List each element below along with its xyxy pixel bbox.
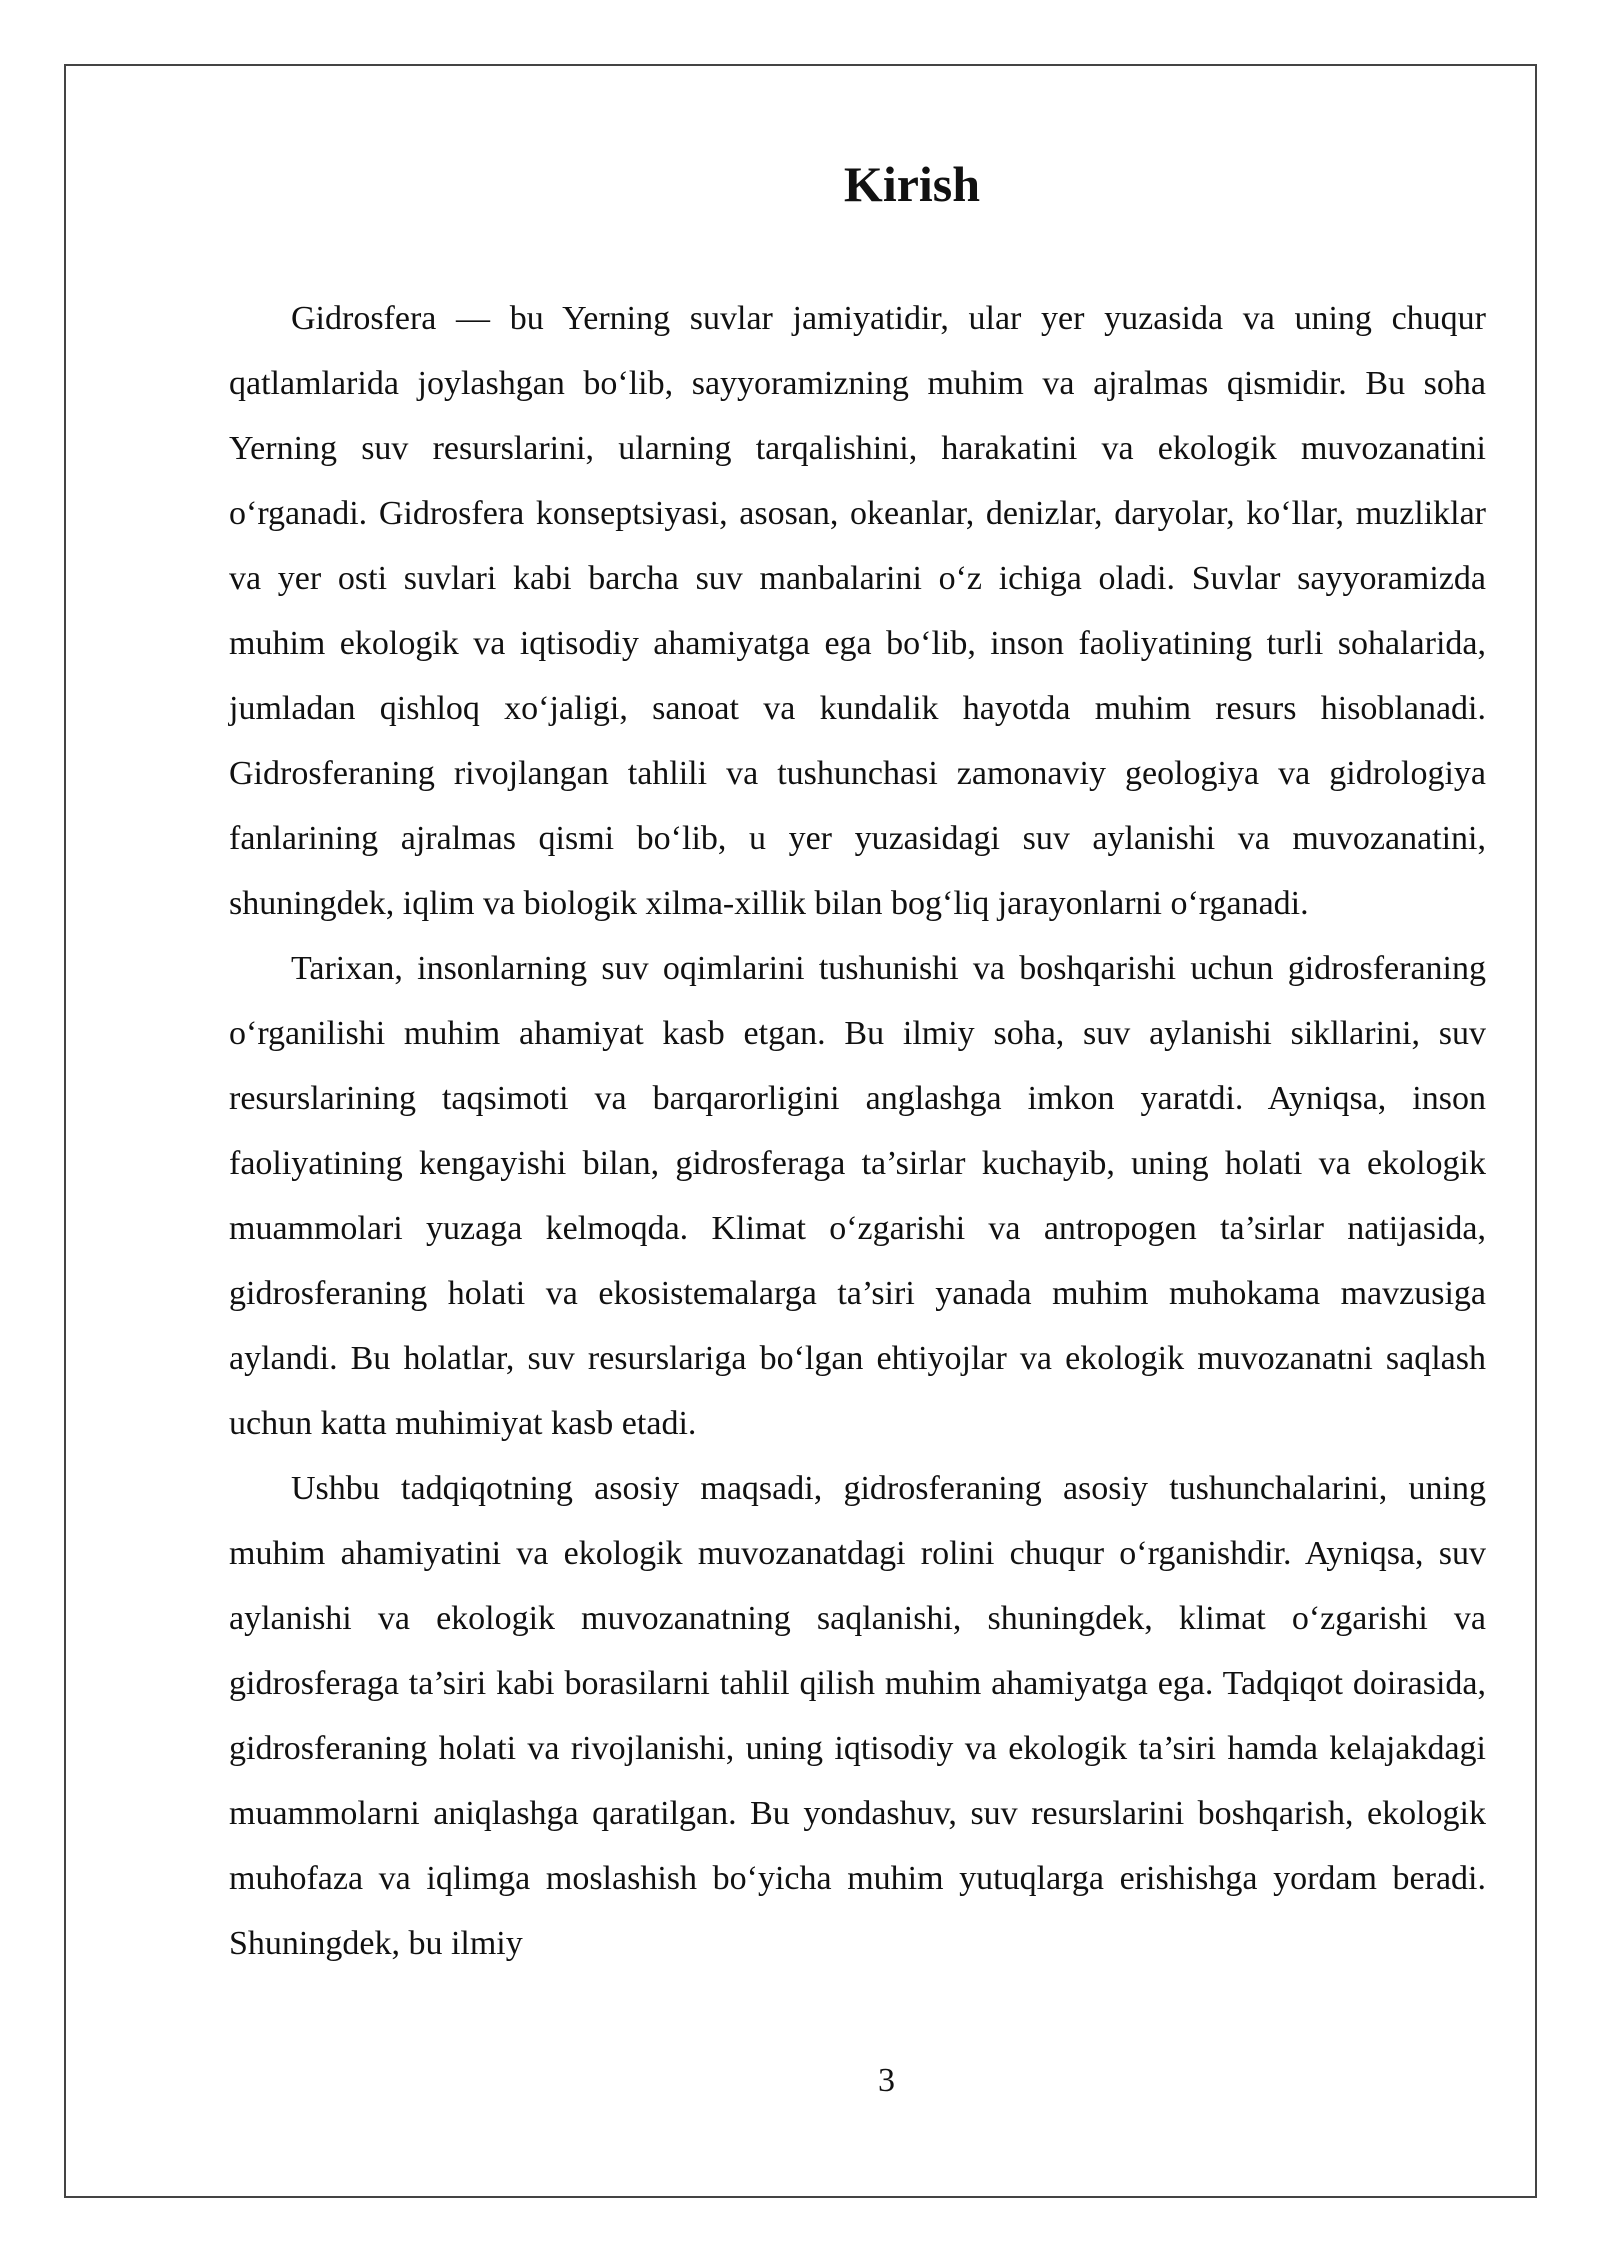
page-title: Kirish bbox=[843, 156, 981, 212]
paragraph-2: Tarixan, insonlarning suv oqimlarini tushunishi va boshqarishi uchun gidrosferaning o‘rganilishi muhim ahamiyat kasb etgan. Bu ilmiy soha, suv aylanishi sikllarini, suv resurslarining taqsimoti va barqarorligini anglashga imkon yaratdi. Ayniqsa, inson faoliyatining kengayishi bilan, gidrosferaga ta’sirlar kuchayib, uning holati va ekologik muammolari yuzaga kelmoqda. Klimat o‘zgarishi va antropogen ta’sirlar natijasida, gidrosferaning holati va ekosistemalarga ta’siri yanada muhim muhokama mavzusiga aylandi. Bu holatlar, suv resurslariga bo‘lgan ehtiyojlar va ekologik muvozanatni saqlash uchun katta muhimiyat kasb etadi. bbox=[229, 950, 1486, 1442]
paragraph-3: Ushbu tadqiqotning asosiy maqsadi, gidrosferaning asosiy tushunchalarini, uning muhim ahamiyatini va ekologik muvozanatdagi rolini chuqur o‘rganishdir. Ayniqsa, suv aylanishi va ekologik muvozanatning saqlanishi, shuningdek, klimat o‘zgarishi va gidrosferaga ta’siri kabi borasilarni tahlil qilish muhim ahamiyatga ega. Tadqiqot doirasida, gidrosferaning holati va rivojlanishi, uning iqtisodiy va ekologik ta’siri hamda kelajakdagi muammolarni aniqlashga qaratilgan. Bu yondashuv, suv resurslarini boshqarish, ekologik muhofaza va iqlimga moslashish bo‘yicha muhim yutuqlarga erishishga yordam beradi. Shuningdek, bu ilmiy bbox=[229, 1470, 1486, 1962]
body-text bbox=[229, 286, 1486, 1976]
page-number: 3 bbox=[878, 2062, 895, 2099]
paragraph-1: Gidrosfera — bu Yerning suvlar jamiyatidir, ular yer yuzasida va uning chuqur qatlamlarida joylashgan bo‘lib, sayyoramizning muhim va ajralmas qismidir. Bu soha Yerning suv resurslarini, ularning tarqalishini, harakatini va ekologik muvozanatini o‘rganadi. Gidrosfera konseptsiyasi, asosan, okeanlar, denizlar, daryolar, ko‘llar, muzliklar va yer osti suvlari kabi barcha suv manbalarini o‘z ichiga oladi. Suvlar sayyoramizda muhim ekologik va iqtisodiy ahamiyatga ega bo‘lib, inson faoliyatining turli sohalarida, jumladan qishloq xo‘jaligi, sanoat va kundalik hayotda muhim resurs hisoblanadi. Gidrosferaning rivojlangan tahlili va tushunchasi zamonaviy geologiya va gidrologiya fanlarining ajralmas qismi bo‘lib, u yer yuzasidagi suv aylanishi va muvozanatini, shuningdek, iqlim va biologik xilma-xillik bilan bog‘liq jarayonlarni o‘rganadi. bbox=[229, 300, 1486, 922]
